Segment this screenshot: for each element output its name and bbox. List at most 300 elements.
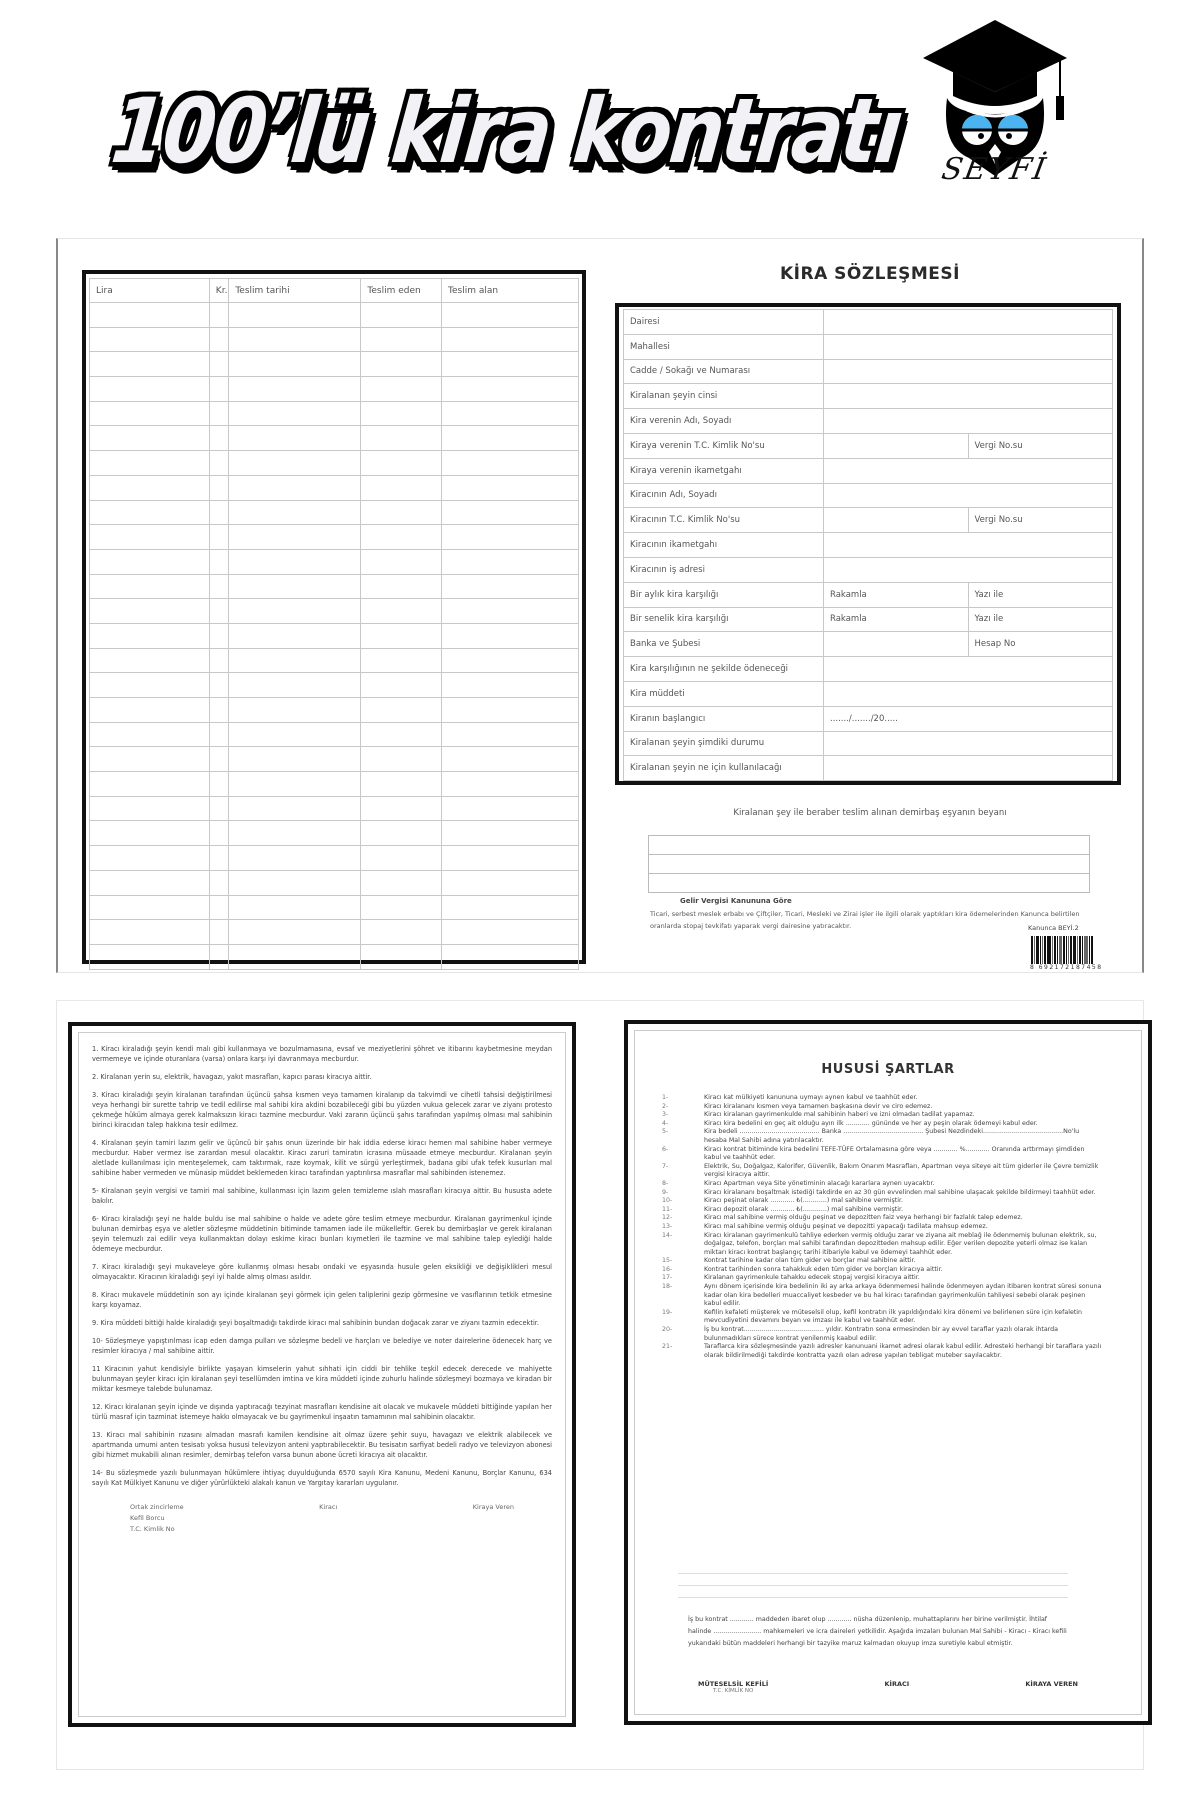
clause-number: 8- xyxy=(662,1179,669,1187)
receipt-cell[interactable] xyxy=(442,944,579,969)
barcode-bar xyxy=(1063,936,1065,964)
receipt-cell[interactable] xyxy=(361,648,442,673)
receipt-cell[interactable] xyxy=(442,648,579,673)
col-header-lira: Lira xyxy=(90,279,210,303)
receipt-row xyxy=(90,870,579,895)
term-clause: 11 Kiracının yahut kendisiyle birlikte yaşayan kimselerin yahut sıhhati için ciddi bir tehlike teşkil edecek derecede ve mahiyette bulunmayan şeyler kiracı için kiralanan şeyi tesellümden imtina ve kira müddeti içinde zuhurlu halinde sözleşmeyi bozmaya ve kiradan bir miktar kesmeye talebde bulunamaz. xyxy=(92,1365,552,1393)
form-field-label: Kira karşılığının ne şekilde ödeneceği xyxy=(624,657,824,682)
receipt-cell[interactable] xyxy=(229,500,361,525)
form-row xyxy=(624,557,1113,582)
form-row xyxy=(624,756,1113,781)
receipt-cell[interactable] xyxy=(442,475,579,500)
receipt-cell[interactable] xyxy=(90,574,210,599)
receipt-cell[interactable] xyxy=(442,722,579,747)
receipt-cell[interactable] xyxy=(361,772,442,797)
receipt-cell[interactable] xyxy=(209,599,229,624)
receipt-cell[interactable] xyxy=(361,920,442,945)
receipt-cell[interactable] xyxy=(209,722,229,747)
special-clause xyxy=(662,1128,1102,1145)
form-row xyxy=(624,384,1113,409)
barcode-bar xyxy=(1047,936,1051,964)
form-field-value[interactable] xyxy=(824,384,1113,409)
special-clause xyxy=(662,1326,1102,1343)
form-row xyxy=(624,657,1113,682)
receipt-cell[interactable] xyxy=(229,821,361,846)
receipt-cell[interactable] xyxy=(442,895,579,920)
clause-number: 6- xyxy=(662,1145,669,1153)
barcode-digits: 8 692172187458 xyxy=(1030,964,1103,971)
clause-text: Elektrik, Su, Doğalgaz, Kalorifer, Güvenlik, Bakım Onarım Masrafları, Apartman veya siteye ait tüm giderler ile Çevre temizlik vergisi kiracıya aittir. xyxy=(704,1162,1099,1179)
receipt-cell[interactable] xyxy=(442,303,579,328)
receipt-cell[interactable] xyxy=(90,377,210,402)
receipt-cell[interactable] xyxy=(442,599,579,624)
receipt-cell[interactable] xyxy=(229,426,361,451)
receipt-cell[interactable] xyxy=(442,772,579,797)
clause-text: Taraflarca kira sözleşmesinde yazılı adresler kanunuani ikamet adresi olarak kabul edilir. Adresteki herhangi bir taraflara yazılı olarak bildirilmediği takdirde kontratta yazılı olan adrese yapılan tebligat muteber sayılacaktır. xyxy=(704,1343,1102,1359)
receipt-cell[interactable] xyxy=(442,920,579,945)
clause-text: Kefilin kefaleti müşterek ve müteselsil olup, kefil kontratın ilk yapıldığındaki kira dönemi ve belirlenen süre için kefaletin mevcudiyetini devamını beyan ve imzası ile kabul ve taahhüt eder. xyxy=(704,1308,1083,1325)
form-field-value[interactable]: Rakamla xyxy=(824,582,969,607)
clause-text: Kiracı kontrat bitiminde kira bedelini TEFE-TÜFE Ortalamasına göre veya ............ %............ Oranında arttırmayı şimdiden kabul ve taahhüt eder. xyxy=(704,1145,1085,1162)
form-field-secondary[interactable]: Yazı ile xyxy=(968,582,1113,607)
receipt-cell[interactable] xyxy=(209,500,229,525)
special-clause xyxy=(662,1189,1102,1198)
receipt-header-row xyxy=(90,279,579,303)
form-field-value[interactable] xyxy=(824,681,1113,706)
form-field-value[interactable] xyxy=(824,533,1113,558)
receipt-cell[interactable] xyxy=(229,475,361,500)
clause-number: 17- xyxy=(662,1274,673,1282)
form-row xyxy=(624,607,1113,632)
receipt-cell[interactable] xyxy=(229,401,361,426)
form-field-label: Kiracının ikametgahı xyxy=(624,533,824,558)
receipt-cell[interactable] xyxy=(442,747,579,772)
receipt-cell[interactable] xyxy=(209,772,229,797)
form-field-value[interactable] xyxy=(824,657,1113,682)
receipt-row xyxy=(90,920,579,945)
clause-text: Kiracı kiralananı boşaltmak istediği takdirde en az 30 gün evvelinden mal sahibine ulaşacak şekilde bildirmeyi taahhüt eder. xyxy=(704,1188,1096,1196)
blank-line[interactable] xyxy=(678,1586,1068,1598)
contract-info-form xyxy=(615,303,1121,785)
special-clause xyxy=(662,1343,1102,1360)
receipt-cell[interactable] xyxy=(229,648,361,673)
barcode-bar xyxy=(1070,936,1072,964)
form-field-value[interactable] xyxy=(824,334,1113,359)
barcode-bar xyxy=(1091,936,1093,964)
form-field-secondary[interactable]: Yazı ile xyxy=(968,607,1113,632)
clause-number: 21- xyxy=(662,1343,673,1351)
form-row xyxy=(624,458,1113,483)
banner-title: 100’lü kira kontratı xyxy=(106,78,906,184)
receipt-cell[interactable] xyxy=(229,377,361,402)
receipt-cell[interactable] xyxy=(361,722,442,747)
clause-text: Kontrat tarihinden sonra tahakkuk eden tüm gider ve borçları kiracıya aittir. xyxy=(704,1265,943,1273)
receipt-cell[interactable] xyxy=(361,747,442,772)
form-field-value[interactable]: Rakamla xyxy=(824,607,969,632)
receipt-cell[interactable] xyxy=(442,796,579,821)
col-header-kurus: Kr. xyxy=(209,279,229,303)
receipt-cell[interactable] xyxy=(361,796,442,821)
form-field-label: Kiracının Adı, Soyadı xyxy=(624,483,824,508)
receipt-cell[interactable] xyxy=(229,574,361,599)
receipt-cell[interactable] xyxy=(229,796,361,821)
clause-number: 7- xyxy=(662,1162,669,1170)
barcode-bar xyxy=(1089,936,1090,964)
receipt-cell[interactable] xyxy=(229,623,361,648)
receipt-cell[interactable] xyxy=(229,870,361,895)
receipt-row xyxy=(90,377,579,402)
receipt-row xyxy=(90,944,579,969)
receipt-cell[interactable] xyxy=(361,352,442,377)
receipt-cell[interactable] xyxy=(229,920,361,945)
clause-number: 14- xyxy=(662,1231,673,1239)
form-field-value[interactable] xyxy=(824,756,1113,781)
receipt-cell[interactable] xyxy=(442,327,579,352)
receipt-cell[interactable] xyxy=(90,698,210,723)
receipt-cell[interactable] xyxy=(442,846,579,871)
form-field-label: Cadde / Sokağı ve Numarası xyxy=(624,359,824,384)
form-field-value[interactable] xyxy=(824,433,969,458)
col-header-delivery-date: Teslim tarihi xyxy=(229,279,361,303)
form-field-label: Kira müddeti xyxy=(624,681,824,706)
form-field-value[interactable] xyxy=(824,310,1113,335)
form-row xyxy=(624,731,1113,756)
form-field-value[interactable] xyxy=(824,458,1113,483)
form-row xyxy=(624,533,1113,558)
receipt-cell[interactable] xyxy=(229,525,361,550)
receipt-cell[interactable] xyxy=(209,352,229,377)
receipt-cell[interactable] xyxy=(90,352,210,377)
receipt-cell[interactable] xyxy=(90,451,210,476)
form-field-value[interactable] xyxy=(824,508,969,533)
receipt-cell[interactable] xyxy=(209,525,229,550)
receipt-cell[interactable] xyxy=(442,821,579,846)
receipt-cell[interactable] xyxy=(209,870,229,895)
form-field-label: Kiraya verenin T.C. Kimlik No'su xyxy=(624,433,824,458)
receipt-cell[interactable] xyxy=(209,451,229,476)
receipt-cell[interactable] xyxy=(361,401,442,426)
clause-number: 19- xyxy=(662,1308,673,1316)
receipt-cell[interactable] xyxy=(90,549,210,574)
receipt-cell[interactable] xyxy=(90,772,210,797)
receipt-cell[interactable] xyxy=(229,673,361,698)
receipt-cell[interactable] xyxy=(90,599,210,624)
receipt-cell[interactable] xyxy=(442,574,579,599)
form-field-label: Kiranın başlangıcı xyxy=(624,706,824,731)
receipt-row xyxy=(90,821,579,846)
special-clause xyxy=(662,1257,1102,1266)
receipt-cell[interactable] xyxy=(209,623,229,648)
receipt-cell[interactable] xyxy=(90,821,210,846)
term-clause: 10- Sözleşmeye yapıştırılması icap eden damga pulları ve sözleşme bedeli ve harçları ve belediye ve noter dairelerine ödenecek harç ve resimler kiracıya / mal sahibine aittir. xyxy=(92,1337,552,1355)
receipt-cell[interactable] xyxy=(90,722,210,747)
receipt-row xyxy=(90,475,579,500)
term-clause: 1. Kiracı kiraladığı şeyin kendi malı gibi kullanmaya ve bozulmamasına, evsaf ve meziyetlerini şöhret ve itibarını kaybetmesine meydan vermemeye ve içinde oturanlara (varsa) onlara karşı iyi davranmaya mecburdur. xyxy=(92,1045,552,1063)
receipt-row xyxy=(90,426,579,451)
clause-text: Kiracı depozit olarak ............ ₺(............) mal sahibine vermiştir. xyxy=(704,1205,904,1213)
signature-tenant-upper: KİRACI xyxy=(884,1680,910,1688)
form-field-secondary[interactable]: Vergi No.su xyxy=(968,433,1113,458)
tax-note: Ticari, serbest meslek erbabı ve Çiftçiler, Ticari, Mesleki ve Zirai işler ile ilgili olarak yaptıkları kira ödemelerinden Kanunca belirtilen oranlarda stopaj tevkifatı yaparak vergi dairesine yatıracaktır. xyxy=(650,910,1080,930)
special-clause xyxy=(662,1214,1102,1223)
term-clause: 2. Kiralanan yerin su, elektrik, havagazı, yakıt masrafları, kapıcı parası kiracıya aittir. xyxy=(92,1073,372,1081)
receipt-cell[interactable] xyxy=(442,623,579,648)
form-title: KİRA SÖZLEŞMESİ xyxy=(780,264,960,284)
special-clause xyxy=(662,1274,1102,1283)
rent-receipt-table xyxy=(82,270,586,964)
term-clause: 3. Kiracı kiraladığı şeyin kiralanan tarafından üçüncü şahsa kısmen veya tamamen kiralanıp da takvimdi ve cihetli tahsisi değiştirilmesi veya herhangi bir surette tahrip ve tedil edilirse mal sahibi kira akdini bozabileceği gibi bu yüzden vukua gelecek zarar ve ziyanı protesto çekmeğe hüküm almaya gerek kalmaksızın kiracı tazmine mecburdur. Vaki zararın üçüncü şahıs tarafından yapılmış olması mal sahibinin birinci kiracıdan talep hakkına tesir edilmez. xyxy=(92,1091,552,1129)
form-row xyxy=(624,681,1113,706)
receipt-cell[interactable] xyxy=(361,377,442,402)
receipt-row xyxy=(90,846,579,871)
receipt-row xyxy=(90,772,579,797)
receipt-cell[interactable] xyxy=(90,401,210,426)
receipt-cell[interactable] xyxy=(209,648,229,673)
receipt-cell[interactable] xyxy=(229,451,361,476)
receipt-cell[interactable] xyxy=(209,377,229,402)
receipt-cell[interactable] xyxy=(209,846,229,871)
special-clause xyxy=(662,1103,1102,1112)
form-field-label: Bir senelik kira karşılığı xyxy=(624,607,824,632)
receipt-cell[interactable] xyxy=(209,303,229,328)
clause-text: Kiracı kiralananı kısmen veya tamamen başkasına devir ve ciro edemez. xyxy=(704,1102,933,1110)
receipt-cell[interactable] xyxy=(90,623,210,648)
special-clause xyxy=(662,1266,1102,1275)
form-field-label: Banka ve Şubesi xyxy=(624,632,824,657)
receipt-cell[interactable] xyxy=(361,623,442,648)
term-clause: 13. Kiracı mal sahibinin rızasını almadan masrafı kamilen kendisine ait olmaz üzere şehir suyu, havagazı ve elektrik alabilecek ve apartmanda umumi anten tesisatı yoksa hususi televizyon anteni yaptırabilecektir. Bu tesisatın sarfiyat bedeli radyo ve televizyon abonesi gibi hizmet mukabili alınan resimler, demirbaş telefon varsa bunun abone ücreti kiracıya ait olacaktır. xyxy=(92,1431,552,1459)
receipt-cell[interactable] xyxy=(229,722,361,747)
special-signature-row xyxy=(698,1680,1078,1694)
form-field-secondary[interactable]: Hesap No xyxy=(968,632,1113,657)
barcode-bar xyxy=(1052,936,1053,964)
special-blank-lines xyxy=(678,1562,1068,1598)
special-terms-title: HUSUSİ ŞARTLAR xyxy=(821,1062,955,1077)
form-field-value[interactable] xyxy=(824,359,1113,384)
receipt-cell[interactable] xyxy=(90,327,210,352)
term-clause: 6- Kiracı kiraladığı şeyi ne halde buldu ise mal sahibine o halde ve adete göre teslim etmeye mecburdur. Kiralanan gayrimenkul içinde bulunan demirbaş eşya ve aletler sözleşme müddetinin bitiminde tamamen iade ile mükelleftir. Gerek bu demirbaşlar ve gerek kiralanan şeyin telemuzlı zai edilir veya kullanmaktan dolayı eskime kiracı bunları kıymetleri ile tazmine ve mal sahibine talep eylediği halde ödemeye mecburdur. xyxy=(92,1215,552,1253)
receipt-cell[interactable] xyxy=(361,895,442,920)
clause-text: Aynı dönem içerisinde kira bedelinin iki ay arka arkaya ödenmemesi halinde ödenmeyen aydan itibaren kontrat süresi sonuna kadar olan kira bedelleri muaccaliyet kesbeder ve bu hal kiracı tarafından gayrimenkulün tahliyesi sebebi olarak peşinen kabul edilir. xyxy=(704,1283,1102,1308)
receipt-cell[interactable] xyxy=(90,870,210,895)
signature-tenant: Kiracı xyxy=(319,1503,338,1511)
receipt-cell[interactable] xyxy=(361,673,442,698)
col-header-delivered-by: Teslim eden xyxy=(361,279,442,303)
barcode-bar xyxy=(1031,936,1033,964)
receipt-cell[interactable] xyxy=(209,673,229,698)
form-field-value[interactable] xyxy=(824,632,969,657)
receipt-cell[interactable] xyxy=(209,821,229,846)
receipt-cell[interactable] xyxy=(90,303,210,328)
form-field-value[interactable] xyxy=(824,557,1113,582)
receipt-cell[interactable] xyxy=(442,698,579,723)
receipt-cell[interactable] xyxy=(442,377,579,402)
receipt-row xyxy=(90,623,579,648)
receipt-cell[interactable] xyxy=(209,944,229,969)
form-row xyxy=(624,632,1113,657)
clause-text: Kiracı kat mülkiyeti kanununa uymayı aynen kabul ve taahhüt eder. xyxy=(704,1094,918,1101)
barcode-bar xyxy=(1079,936,1081,964)
special-clause xyxy=(662,1180,1102,1189)
receipt-cell[interactable] xyxy=(209,574,229,599)
clause-text: Kiracı Apartman veya Site yönetiminin alacağı kararlara aynen uyacaktır. xyxy=(704,1179,935,1187)
receipt-cell[interactable] xyxy=(442,870,579,895)
special-clause xyxy=(662,1309,1102,1326)
form-field-value[interactable] xyxy=(824,409,1113,434)
receipt-cell[interactable] xyxy=(442,426,579,451)
blank-line[interactable] xyxy=(678,1574,1068,1586)
receipt-cell[interactable] xyxy=(229,895,361,920)
receipt-cell[interactable] xyxy=(229,772,361,797)
receipt-cell[interactable] xyxy=(209,747,229,772)
receipt-cell[interactable] xyxy=(209,475,229,500)
special-clause xyxy=(662,1283,1102,1309)
form-row xyxy=(624,334,1113,359)
receipt-row xyxy=(90,303,579,328)
receipt-cell[interactable] xyxy=(442,549,579,574)
receipt-cell[interactable] xyxy=(442,451,579,476)
receipt-cell[interactable] xyxy=(361,303,442,328)
receipt-cell[interactable] xyxy=(90,500,210,525)
form-field-label: Kira verenin Adı, Soyadı xyxy=(624,409,824,434)
form-field-label: Kiralanan şeyin şimdiki durumu xyxy=(624,731,824,756)
receipt-cell[interactable] xyxy=(209,327,229,352)
clause-number: 15- xyxy=(662,1257,673,1265)
receipt-cell[interactable] xyxy=(209,698,229,723)
form-field-secondary[interactable]: Vergi No.su xyxy=(968,508,1113,533)
form-row xyxy=(624,706,1113,731)
receipt-cell[interactable] xyxy=(90,796,210,821)
receipt-row xyxy=(90,549,579,574)
general-terms-page xyxy=(68,1022,576,1727)
receipt-row xyxy=(90,895,579,920)
form-row xyxy=(624,359,1113,384)
receipt-cell[interactable] xyxy=(361,574,442,599)
receipt-row xyxy=(90,599,579,624)
barcode-bar xyxy=(1077,936,1078,964)
clause-number: 5- xyxy=(662,1128,669,1136)
receipt-cell[interactable] xyxy=(229,303,361,328)
form-row xyxy=(624,310,1113,335)
receipt-cell[interactable] xyxy=(442,673,579,698)
receipt-cell[interactable] xyxy=(361,500,442,525)
signature-landlord-upper: KİRAYA VEREN xyxy=(1025,1680,1078,1688)
clause-text: Kiracı kira bedelini en geç ait olduğu ayın ilk ............ gününde ve her ay peşin olarak ödemeyi kabul eder. xyxy=(704,1119,1038,1127)
receipt-cell[interactable] xyxy=(361,525,442,550)
clause-number: 16- xyxy=(662,1265,673,1273)
receipt-cell[interactable] xyxy=(90,673,210,698)
receipt-cell[interactable] xyxy=(442,525,579,550)
barcode-bar xyxy=(1084,936,1088,964)
receipt-cell[interactable] xyxy=(90,747,210,772)
receipt-row xyxy=(90,673,579,698)
barcode-bar xyxy=(1044,936,1046,964)
receipt-cell[interactable] xyxy=(361,549,442,574)
barcode-bar xyxy=(1082,936,1083,964)
form-field-label: Kiracının iş adresi xyxy=(624,557,824,582)
receipt-cell[interactable] xyxy=(361,475,442,500)
form-field-value[interactable] xyxy=(824,483,1113,508)
receipt-cell[interactable] xyxy=(442,500,579,525)
receipt-cell[interactable] xyxy=(361,846,442,871)
receipt-row xyxy=(90,451,579,476)
term-clause: 5- Kiralanan şeyin vergisi ve tamiri mal sahibine, kullanması için lazım gelen temizleme ıslah masrafları kiracıya aittir. Bu hususta adete bakılır. xyxy=(92,1187,552,1205)
receipt-row xyxy=(90,500,579,525)
inventory-caption: Kiralanan şey ile beraber teslim alınan demirbaş eşyanın beyanı xyxy=(733,808,1007,818)
form-row xyxy=(624,409,1113,434)
form-row xyxy=(624,433,1113,458)
receipt-cell[interactable] xyxy=(90,920,210,945)
receipt-cell[interactable] xyxy=(229,846,361,871)
signature-joint-guarantor: MÜTESELSİL KEFİLİ xyxy=(698,1680,769,1688)
receipt-cell[interactable] xyxy=(229,698,361,723)
receipt-cell[interactable] xyxy=(229,599,361,624)
clause-number: 18- xyxy=(662,1283,673,1291)
receipt-cell[interactable] xyxy=(209,549,229,574)
clause-text: Kiracı kiralanan gayrimenkulü tahliye ederken vermiş olduğu zarar ve ziyana ait meblağ ile ödenmemiş bulunan elektrik, su, doğalgaz, telefon, borçları mal sahibi tarafından depozitteden mahsup edilir. Eğer verilen depozite yeterli olmaz ise kalan miktarı kiracı kontrat başlangıç tarihi itibariyle kabul ve ödemeyi taahhüt eder. xyxy=(704,1231,1097,1256)
clause-text: Kira bedeli ........................................ Banka ........................................ Şubesi Nezdindeki........................................No'lu hesaba Mal Sahibi adına yatırılacaktır. xyxy=(704,1128,1080,1144)
receipt-row xyxy=(90,698,579,723)
form-field-value[interactable] xyxy=(824,731,1113,756)
receipt-cell[interactable] xyxy=(90,895,210,920)
barcode-bar xyxy=(1036,936,1039,964)
receipt-cell[interactable] xyxy=(361,698,442,723)
receipt-cell[interactable] xyxy=(209,426,229,451)
receipt-cell[interactable] xyxy=(209,401,229,426)
barcode-bar xyxy=(1034,936,1035,964)
receipt-cell[interactable] xyxy=(229,549,361,574)
receipt-cell[interactable] xyxy=(361,944,442,969)
receipt-cell[interactable] xyxy=(90,525,210,550)
receipt-cell[interactable] xyxy=(442,401,579,426)
receipt-cell[interactable] xyxy=(229,352,361,377)
receipt-cell[interactable] xyxy=(361,426,442,451)
inventory-line[interactable] xyxy=(649,836,1089,855)
form-field-value[interactable]: ......./......./20..... xyxy=(824,706,1113,731)
receipt-cell[interactable] xyxy=(361,821,442,846)
receipt-cell[interactable] xyxy=(209,895,229,920)
special-clause xyxy=(662,1094,1102,1103)
special-terms-page xyxy=(624,1020,1152,1725)
receipt-cell[interactable] xyxy=(361,327,442,352)
blank-line[interactable] xyxy=(678,1562,1068,1574)
receipt-cell[interactable] xyxy=(90,944,210,969)
receipt-cell[interactable] xyxy=(361,451,442,476)
receipt-cell[interactable] xyxy=(90,846,210,871)
inventory-line[interactable] xyxy=(649,855,1089,874)
receipt-cell[interactable] xyxy=(229,327,361,352)
signature-landlord: Kiraya Veren xyxy=(472,1503,514,1511)
receipt-cell[interactable] xyxy=(90,475,210,500)
barcode-bar xyxy=(1073,936,1076,964)
barcode-bar xyxy=(1057,936,1058,964)
special-clause xyxy=(662,1120,1102,1129)
barcode-bar xyxy=(1059,936,1062,964)
receipt-cell[interactable] xyxy=(361,870,442,895)
receipt-cell[interactable] xyxy=(229,747,361,772)
receipt-cell[interactable] xyxy=(209,920,229,945)
receipt-cell[interactable] xyxy=(90,648,210,673)
receipt-cell[interactable] xyxy=(361,599,442,624)
receipt-row xyxy=(90,525,579,550)
inventory-line[interactable] xyxy=(649,874,1089,893)
receipt-cell[interactable] xyxy=(442,352,579,377)
special-clause xyxy=(662,1223,1102,1232)
special-clause xyxy=(662,1197,1102,1206)
receipt-cell[interactable] xyxy=(90,426,210,451)
receipt-cell[interactable] xyxy=(229,944,361,969)
receipt-cell[interactable] xyxy=(209,796,229,821)
